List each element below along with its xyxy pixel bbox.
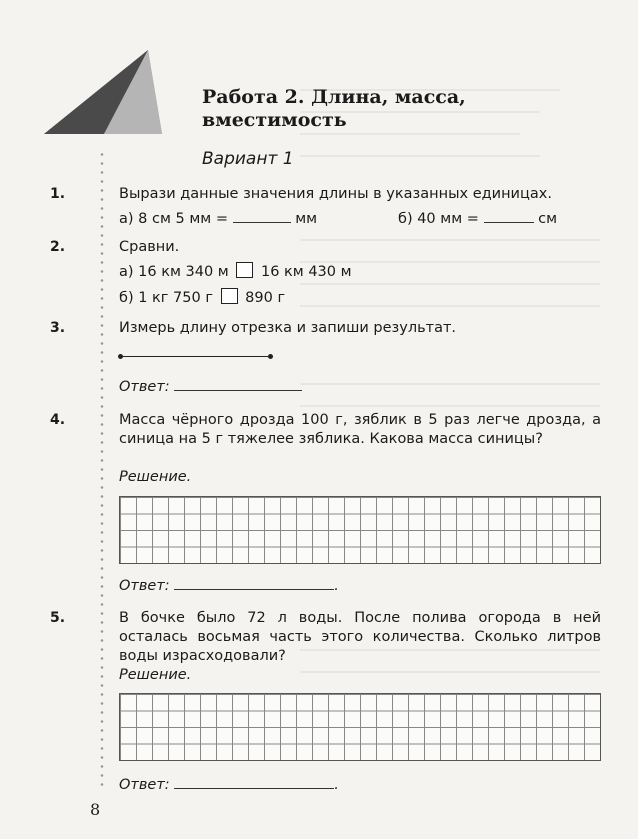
task-1-text: Вырази данные значения длины в указанных единицах. — [119, 186, 552, 202]
task-2a-compare-box[interactable] — [236, 262, 253, 278]
segment-start-point — [118, 354, 123, 359]
task-4-answer: Ответ: . — [119, 578, 339, 594]
task-5-solution-grid[interactable] — [119, 693, 601, 761]
task-2b — [119, 288, 285, 308]
task-1b-expression: б) 40 мм = — [398, 211, 479, 227]
variant-label: Вариант 1 — [202, 149, 294, 169]
title-line-2: вместимость — [202, 109, 347, 131]
task-1-number: 1. — [50, 186, 66, 202]
worksheet-title — [202, 86, 466, 132]
task-2b-right: 890 г — [245, 290, 286, 306]
task-2a-right: 16 км 430 м — [260, 264, 352, 280]
task-2-number: 2. — [50, 239, 66, 255]
task-1b-answer-blank[interactable] — [484, 222, 534, 223]
task-5-solution-label: Решение. — [119, 667, 192, 683]
segment-end-point — [268, 354, 273, 359]
task-4-solution-label: Решение. — [119, 469, 192, 485]
task-3-answer — [119, 378, 302, 397]
task-4-answer-label: Ответ: — [119, 578, 170, 594]
task-2a — [119, 262, 352, 282]
task-4-solution-grid[interactable] — [119, 496, 601, 564]
task-1b-unit: см — [538, 211, 558, 227]
task-4-text: Масса чёрного дрозда 100 г, зяблик в 5 раз легче дрозда, а синица на 5 г тяжелее зяблика. Какова масса синицы? — [119, 412, 601, 447]
task-5-number: 5. — [50, 610, 66, 626]
task-5-answer-label: Ответ: — [119, 777, 170, 793]
segment-to-measure — [120, 356, 270, 357]
task-2a-left: а) 16 км 340 м — [119, 264, 229, 280]
task-4-number: 4. — [50, 412, 66, 428]
task-2b-compare-box[interactable] — [221, 288, 238, 304]
task-2-text: Сравни. — [119, 239, 180, 255]
task-5-answer-blank[interactable] — [174, 788, 334, 789]
task-3-number: 3. — [50, 320, 66, 336]
task-5-text: В бочке было 72 л воды. После полива огорода в ней осталась восьмая часть этого количества. Сколько литров воды израсходовали? — [119, 610, 601, 664]
task-3-text: Измерь длину отрезка и запиши результат. — [119, 320, 457, 336]
triangle-logo-icon — [44, 48, 164, 138]
task-2b-left: б) 1 кг 750 г — [119, 290, 213, 306]
task-1a-expression: а) 8 см 5 мм = — [119, 211, 228, 227]
task-1a-unit: мм — [295, 211, 318, 227]
margin-dotted-line — [100, 150, 104, 790]
title-line-1: Работа 2. Длина, масса, — [202, 86, 466, 108]
task-1a — [119, 210, 317, 229]
task-4-answer-blank[interactable] — [174, 589, 334, 590]
task-1b — [398, 210, 557, 229]
task-1a-answer-blank[interactable] — [233, 222, 291, 223]
task-3-answer-blank[interactable] — [174, 390, 302, 391]
page-number: 8 — [90, 800, 101, 819]
task-5-answer: Ответ: . — [119, 777, 339, 793]
task-3-answer-label: Ответ: — [119, 379, 170, 395]
